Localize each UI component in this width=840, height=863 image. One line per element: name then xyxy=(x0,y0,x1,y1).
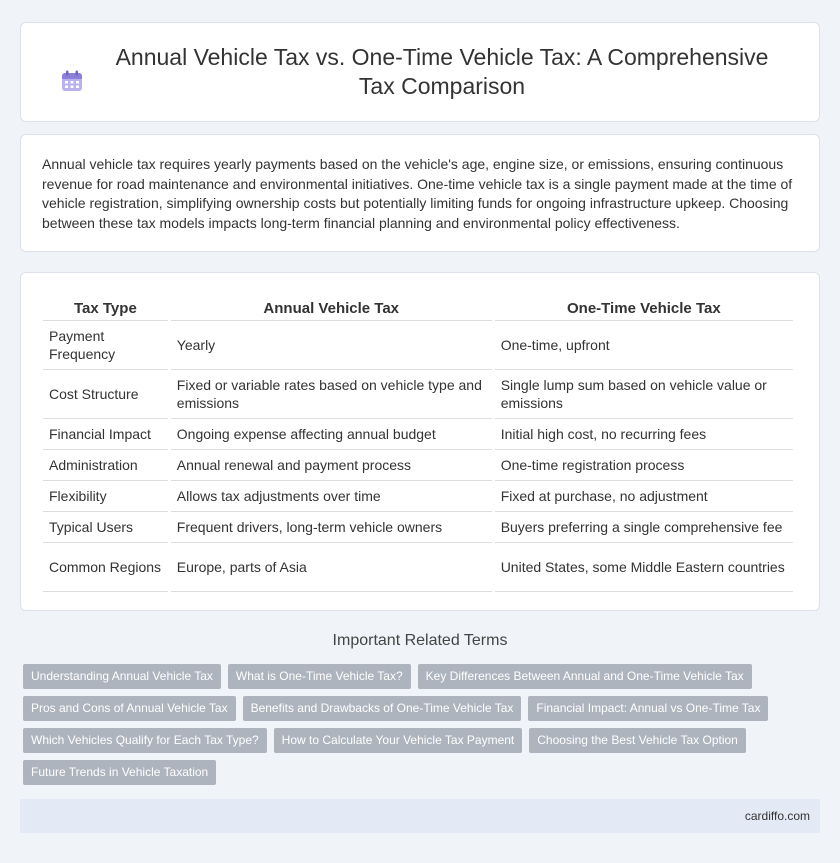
column-header: Annual Vehicle Tax xyxy=(171,291,492,321)
row-label: Payment Frequency xyxy=(43,321,168,370)
header-card xyxy=(20,22,820,122)
row-label: Cost Structure xyxy=(43,370,168,419)
table-cell: Ongoing expense affecting annual budget xyxy=(171,419,492,450)
table-cell: Allows tax adjustments over time xyxy=(171,481,492,512)
related-term-tag[interactable]: What is One-Time Vehicle Tax? xyxy=(228,664,411,689)
footer-site-link[interactable]: cardiffo.com xyxy=(744,809,810,823)
row-label: Common Regions xyxy=(43,543,168,592)
table-cell: Europe, parts of Asia xyxy=(171,543,492,592)
table-row xyxy=(43,481,793,512)
table-cell: Yearly xyxy=(171,321,492,370)
row-label: Administration xyxy=(43,450,168,481)
row-label: Financial Impact xyxy=(43,419,168,450)
table-row xyxy=(43,450,793,481)
table-cell: United States, some Middle Eastern countries xyxy=(495,543,793,592)
column-header: One-Time Vehicle Tax xyxy=(495,291,793,321)
related-term-tag[interactable]: Financial Impact: Annual vs One-Time Tax xyxy=(528,696,768,721)
related-term-tag[interactable]: Which Vehicles Qualify for Each Tax Type? xyxy=(23,728,267,753)
table-row xyxy=(43,419,793,450)
table-cell: One-time registration process xyxy=(495,450,793,481)
table-row xyxy=(43,543,793,592)
row-label: Flexibility xyxy=(43,481,168,512)
footer xyxy=(20,799,820,833)
related-term-tag[interactable]: Pros and Cons of Annual Vehicle Tax xyxy=(23,696,236,721)
table-cell: Single lump sum based on vehicle value or emissions xyxy=(495,370,793,419)
table-row xyxy=(43,370,793,419)
table-cell: Initial high cost, no recurring fees xyxy=(495,419,793,450)
table-cell: One-time, upfront xyxy=(495,321,793,370)
related-term-tag[interactable]: Key Differences Between Annual and One-Time Vehicle Tax xyxy=(418,664,752,689)
page-title: Annual Vehicle Tax vs. One-Time Vehicle Tax: A Comprehensive Tax Comparison xyxy=(115,44,769,99)
table-header-row xyxy=(43,291,793,321)
table-row xyxy=(43,321,793,370)
related-term-tag[interactable]: Understanding Annual Vehicle Tax xyxy=(23,664,221,689)
row-label: Typical Users xyxy=(43,512,168,543)
table-cell: Annual renewal and payment process xyxy=(171,450,492,481)
related-term-tag[interactable]: Future Trends in Vehicle Taxation xyxy=(23,760,216,785)
table-cell: Buyers preferring a single comprehensive fee xyxy=(495,512,793,543)
calendar-icon xyxy=(60,69,84,93)
related-terms-tags xyxy=(23,664,813,792)
related-term-tag[interactable]: Benefits and Drawbacks of One-Time Vehicle Tax xyxy=(243,696,522,721)
related-terms-title: Important Related Terms xyxy=(332,632,508,649)
intro-text: Annual vehicle tax requires yearly payments based on the vehicle's age, engine size, or emissions, ensuring continuous revenue for road maintenance and environmental initiatives. One-time vehicle tax is a single payment made at the time of vehicle registration, simplifying ownership costs but potentially limiting funds for ongoing infrastructure upkeep. Choosing between these tax models impacts long-term financial planning and environmental policy effectiveness. xyxy=(42,156,793,231)
column-header: Tax Type xyxy=(43,291,168,321)
comparison-table xyxy=(40,291,796,592)
table-row xyxy=(43,512,793,543)
related-term-tag[interactable]: How to Calculate Your Vehicle Tax Payment xyxy=(274,728,523,753)
related-term-tag[interactable]: Choosing the Best Vehicle Tax Option xyxy=(529,728,746,753)
table-cell: Fixed at purchase, no adjustment xyxy=(495,481,793,512)
intro-card xyxy=(20,134,820,252)
comparison-table-card xyxy=(20,272,820,611)
table-cell: Fixed or variable rates based on vehicle type and emissions xyxy=(171,370,492,419)
table-cell: Frequent drivers, long-term vehicle owners xyxy=(171,512,492,543)
